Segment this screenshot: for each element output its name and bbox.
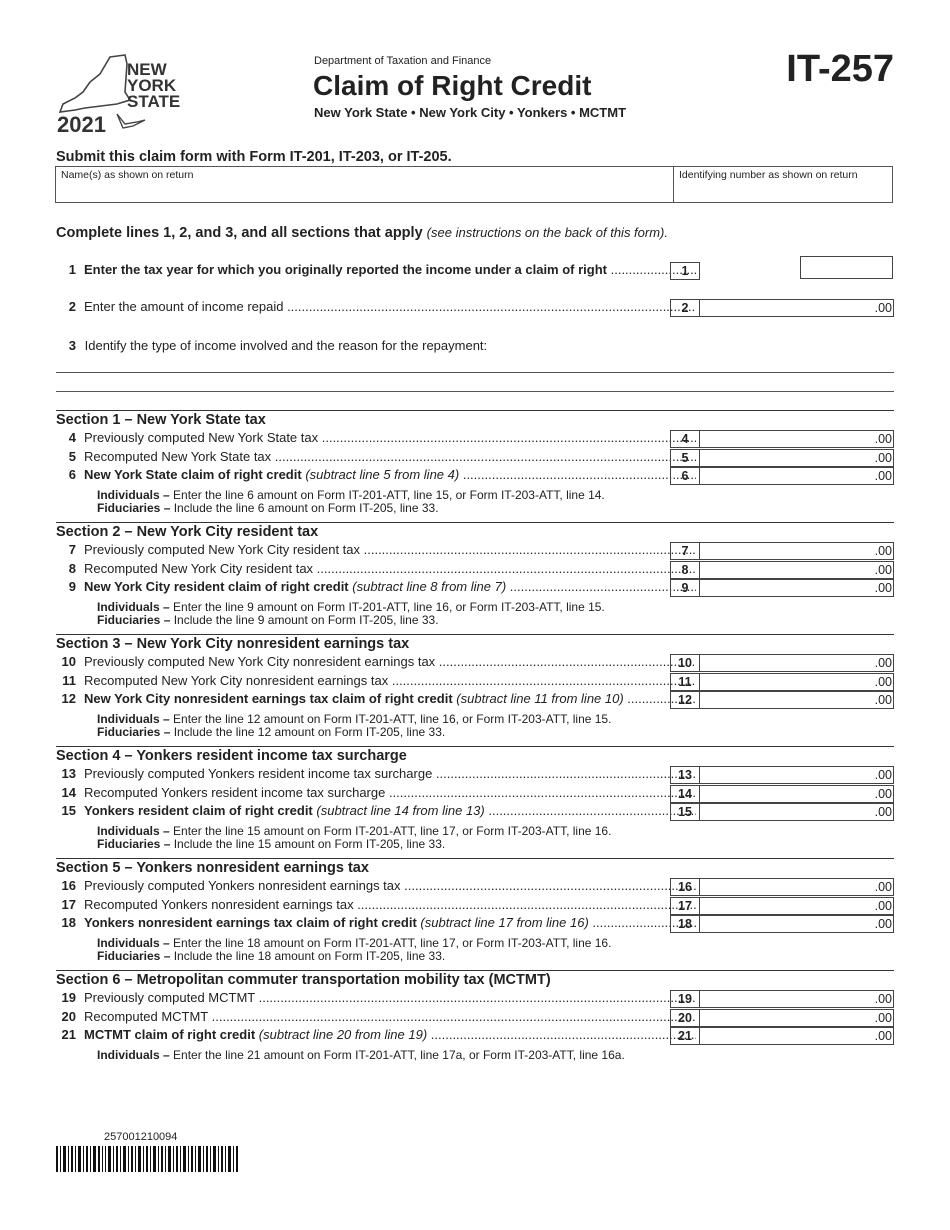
line-box-label: 20 (670, 1009, 700, 1027)
form-year: 2021 (57, 112, 106, 137)
line-number: 18 (61, 915, 76, 931)
amount-input[interactable] (700, 467, 894, 485)
section-instructions (97, 601, 605, 627)
barcode-icon (56, 1146, 238, 1172)
line-number: 13 (61, 766, 76, 781)
fiduciaries-instruction (97, 950, 611, 963)
amount-input[interactable] (700, 561, 894, 579)
line-text (84, 897, 696, 912)
line-box-label: 4 (670, 430, 700, 448)
fiduciaries-label: Fiduciaries – (97, 501, 171, 516)
identifying-number-field[interactable] (674, 167, 892, 202)
line-text (84, 467, 696, 482)
line-instruction: (subtract line 5 from line 4) (305, 467, 460, 483)
amount-input[interactable] (700, 990, 894, 1008)
line-box-label: 2 (670, 299, 700, 317)
line-label: MCTMT claim of right credit (84, 1027, 256, 1043)
line-box-label: 19 (670, 990, 700, 1008)
individuals-label: Individuals – (97, 712, 170, 727)
line-text (84, 1027, 696, 1042)
cents-label: .00 (874, 301, 892, 315)
line-label: Recomputed Yonkers resident income tax surcharge (84, 784, 386, 800)
line-box-label: 6 (670, 467, 700, 485)
fiduciaries-text: Include the line 6 amount on Form IT-205, line 33. (173, 501, 439, 516)
line-text (84, 803, 696, 818)
line-text (84, 915, 696, 930)
line-number: 8 (68, 560, 76, 576)
fiduciaries-text: Include the line 18 amount on Form IT-205, line 33. (173, 949, 446, 964)
line-6-row (56, 467, 894, 485)
amount-input[interactable] (700, 299, 894, 317)
line-1-row (56, 262, 894, 280)
complete-text: Complete lines 1, 2, and 3, and all sections that apply (56, 225, 423, 241)
line-box-label: 11 (670, 673, 700, 691)
line-box-label: 18 (670, 915, 700, 933)
line-text (84, 542, 696, 557)
line-number: 5 (68, 448, 76, 464)
line-box-label: 8 (670, 561, 700, 579)
line-label: Yonkers resident claim of right credit (84, 803, 313, 819)
line-label: Previously computed New York City nonresident earnings tax (84, 654, 436, 669)
amount-input[interactable] (700, 915, 894, 933)
line-text (84, 878, 696, 893)
section-heading: Section 5 – Yonkers nonresident earnings tax (56, 858, 894, 876)
line-number: 11 (62, 672, 76, 688)
cents-label: .00 (874, 992, 892, 1006)
line-number: 17 (61, 896, 76, 912)
line-number: 20 (61, 1008, 76, 1024)
line-box-label: 7 (670, 542, 700, 560)
line-box-label: 12 (670, 691, 700, 709)
section-heading: Section 2 – New York City resident tax (56, 522, 894, 540)
line-13-row (56, 766, 894, 784)
line-label: Recomputed MCTMT (84, 1008, 209, 1024)
line-text (84, 430, 696, 445)
logo-line: STATE (127, 92, 181, 111)
amount-input[interactable] (700, 430, 894, 448)
line-label: New York City resident claim of right credit (84, 579, 349, 595)
line-label: Yonkers nonresident earnings tax claim of right credit (84, 915, 417, 931)
amount-input[interactable] (700, 654, 894, 672)
cents-label: .00 (874, 469, 892, 484)
amount-input[interactable] (700, 673, 894, 691)
individuals-label: Individuals – (97, 600, 170, 615)
line-number: 15 (61, 803, 76, 819)
line-label: New York City nonresident earnings tax claim of right credit (84, 691, 453, 707)
line-number: 7 (68, 542, 76, 557)
section-heading: Section 1 – New York State tax (56, 410, 894, 428)
line-number: 19 (61, 990, 76, 1005)
line-label: Previously computed Yonkers resident income tax surcharge (84, 766, 433, 781)
cents-label: .00 (874, 898, 892, 913)
line-label: Recomputed New York City nonresident earnings tax (84, 672, 389, 688)
line-12-row (56, 691, 894, 709)
line-5-row (56, 449, 894, 467)
line-label: Recomputed New York City resident tax (84, 560, 314, 576)
line-text: Enter the amount of income repaid ..... (84, 299, 696, 314)
line-number: 16 (61, 878, 76, 893)
line-15-row (56, 803, 894, 821)
line-instruction: (subtract line 14 from line 13) (316, 803, 485, 819)
line-label: Previously computed New York City resident tax (84, 542, 361, 557)
line-instruction: (subtract line 17 from line 16) (420, 915, 589, 931)
line-19-row (56, 990, 894, 1008)
line-number: 4 (68, 430, 76, 445)
fiduciaries-text: Include the line 9 amount on Form IT-205, line 33. (173, 613, 439, 628)
line-number: 3 (68, 338, 76, 353)
cents-label: .00 (874, 768, 892, 782)
amount-input[interactable] (700, 897, 894, 915)
line-17-row (56, 897, 894, 915)
line-instruction: (subtract line 20 from line 19) (258, 1027, 428, 1043)
amount-input[interactable] (700, 1009, 894, 1027)
individuals-label: Individuals – (97, 488, 170, 503)
line-text (84, 691, 696, 706)
amount-input[interactable] (700, 766, 894, 784)
individuals-instruction (97, 1049, 625, 1062)
line-3-row (56, 338, 487, 353)
line-text (84, 579, 696, 594)
individuals-text: Enter the line 9 amount on Form IT-201-ATT, line 16, or Form IT-203-ATT, line 15. (173, 600, 605, 615)
line-number: 14 (61, 784, 76, 800)
line-label: New York State claim of right credit (84, 467, 302, 483)
line-box-label: 15 (670, 803, 700, 821)
line-box-label: 21 (670, 1027, 700, 1045)
cents-label: .00 (874, 786, 892, 801)
line-text (84, 990, 696, 1005)
line-16-row (56, 878, 894, 896)
cents-label: .00 (874, 656, 892, 670)
cents-label: .00 (874, 450, 892, 465)
cents-label: .00 (874, 805, 892, 820)
amount-input[interactable] (700, 878, 894, 896)
cents-label: .00 (874, 674, 892, 689)
name-label: Name(s) as shown on return (61, 169, 194, 181)
complete-instruction (56, 225, 668, 241)
line-11-row (56, 673, 894, 691)
line-text: Identify the type of income involved and the reason for the repayment: (84, 338, 488, 353)
line-3-write-line[interactable] (56, 391, 894, 392)
fiduciaries-instruction (97, 614, 605, 627)
line-4-row (56, 430, 894, 448)
fiduciaries-label: Fiduciaries – (97, 613, 171, 628)
logo-line: YORK (127, 76, 177, 95)
name-field[interactable] (56, 167, 674, 202)
cents-label: .00 (874, 562, 892, 577)
individuals-label: Individuals – (97, 1048, 170, 1063)
line-label: Recomputed Yonkers nonresident earnings tax (84, 896, 354, 912)
cents-label: .00 (874, 432, 892, 446)
cents-label: .00 (874, 1029, 892, 1044)
complete-note: (see instructions on the back of this form). (426, 225, 668, 240)
line-label: Previously computed New York State tax (84, 430, 319, 445)
line-8-row (56, 561, 894, 579)
amount-input[interactable] (700, 691, 894, 709)
line-number: 1 (68, 262, 76, 277)
line-label: Previously computed MCTMT (84, 990, 255, 1005)
fiduciaries-label: Fiduciaries – (97, 949, 171, 964)
individuals-text: Enter the line 21 amount on Form IT-201-ATT, line 17a, or Form IT-203-ATT, line 16a. (173, 1048, 625, 1063)
amount-input[interactable] (700, 803, 894, 821)
line-label: Recomputed New York State tax (84, 448, 272, 464)
cents-label: .00 (874, 1010, 892, 1025)
fiduciaries-instruction (97, 838, 611, 851)
line-text (84, 766, 696, 781)
logo-line: NEW (127, 60, 167, 79)
individuals-text: Enter the line 15 amount on Form IT-201-ATT, line 17, or Form IT-203-ATT, line 16. (173, 824, 612, 839)
line-text: Enter the tax year for which you originally reported the income under a claim of right ..... (84, 262, 696, 277)
line-box-label: 1 (670, 262, 700, 280)
barcode-number: 257001210094 (104, 1131, 178, 1143)
line-instruction: (subtract line 11 from line 10) (456, 691, 624, 707)
cents-label: .00 (874, 581, 892, 596)
line-number: 10 (61, 654, 76, 669)
section-heading: Section 4 – Yonkers resident income tax surcharge (56, 746, 894, 764)
line-number: 12 (61, 691, 76, 707)
section-instructions (97, 713, 611, 739)
line-box-label: 17 (670, 897, 700, 915)
fiduciaries-label: Fiduciaries – (97, 725, 171, 740)
form-number: IT-257 (786, 48, 894, 90)
cents-label: .00 (874, 880, 892, 894)
line-20-row (56, 1009, 894, 1027)
amount-input[interactable] (700, 542, 894, 560)
fiduciaries-label: Fiduciaries – (97, 837, 171, 852)
form-title: Claim of Right Credit (313, 70, 592, 101)
section-heading: Section 3 – New York City nonresident earnings tax (56, 634, 894, 652)
cents-label: .00 (874, 917, 892, 932)
fiduciaries-text: Include the line 15 amount on Form IT-205, line 33. (173, 837, 446, 852)
line-number: 9 (68, 579, 76, 595)
submit-instruction: Submit this claim form with Form IT-201, IT-203, or IT-205. (56, 149, 452, 165)
line-14-row (56, 785, 894, 803)
line-text (84, 785, 696, 800)
line-21-row (56, 1027, 894, 1045)
line-7-row (56, 542, 894, 560)
line-18-row (56, 915, 894, 933)
amount-input[interactable] (700, 1027, 894, 1045)
fiduciaries-instruction (97, 726, 611, 739)
line-number: 6 (68, 467, 76, 483)
line-number: 21 (61, 1027, 76, 1043)
line-box-label: 5 (670, 449, 700, 467)
line-box-label: 14 (670, 785, 700, 803)
section-instructions (97, 1049, 625, 1062)
line-box-label: 13 (670, 766, 700, 784)
line-2-row (56, 299, 894, 317)
individuals-text: Enter the line 12 amount on Form IT-201-ATT, line 16, or Form IT-203-ATT, line 15. (173, 712, 612, 727)
line-9-row (56, 579, 894, 597)
form-subtitle: New York State • New York City • Yonkers • MCTMT (314, 105, 627, 120)
section-heading: Section 6 – Metropolitan commuter transportation mobility tax (MCTMT) (56, 970, 894, 988)
section-instructions (97, 825, 611, 851)
section-instructions (97, 937, 611, 963)
line-text (84, 654, 696, 669)
line-text (84, 449, 696, 464)
line-box-label: 9 (670, 579, 700, 597)
individuals-text: Enter the line 18 amount on Form IT-201-ATT, line 17, or Form IT-203-ATT, line 16. (173, 936, 612, 951)
line-box-label: 10 (670, 654, 700, 672)
line-label: Previously computed Yonkers nonresident earnings tax (84, 878, 401, 893)
department-name: Department of Taxation and Finance (314, 55, 492, 67)
fiduciaries-text: Include the line 12 amount on Form IT-205, line 33. (173, 725, 446, 740)
cents-label: .00 (874, 544, 892, 558)
id-label: Identifying number as shown on return (679, 169, 858, 181)
line-3-write-line[interactable] (56, 372, 894, 373)
tax-year-input[interactable] (800, 256, 893, 279)
individuals-text: Enter the line 6 amount on Form IT-201-ATT, line 15, or Form IT-203-ATT, line 14. (173, 488, 605, 503)
section-instructions (97, 489, 605, 515)
amount-input[interactable] (700, 449, 894, 467)
taxpayer-identification-box (55, 166, 893, 203)
line-text (84, 673, 696, 688)
line-box-label: 16 (670, 878, 700, 896)
amount-input[interactable] (700, 579, 894, 597)
line-instruction: (subtract line 8 from line 7) (352, 579, 507, 595)
line-text (84, 1009, 696, 1024)
line-10-row (56, 654, 894, 672)
logo-wordmark (127, 62, 180, 110)
line-text (84, 561, 696, 576)
fiduciaries-instruction (97, 502, 605, 515)
cents-label: .00 (874, 693, 892, 708)
individuals-label: Individuals – (97, 824, 170, 839)
individuals-label: Individuals – (97, 936, 170, 951)
line-number: 2 (68, 299, 76, 314)
amount-input[interactable] (700, 785, 894, 803)
